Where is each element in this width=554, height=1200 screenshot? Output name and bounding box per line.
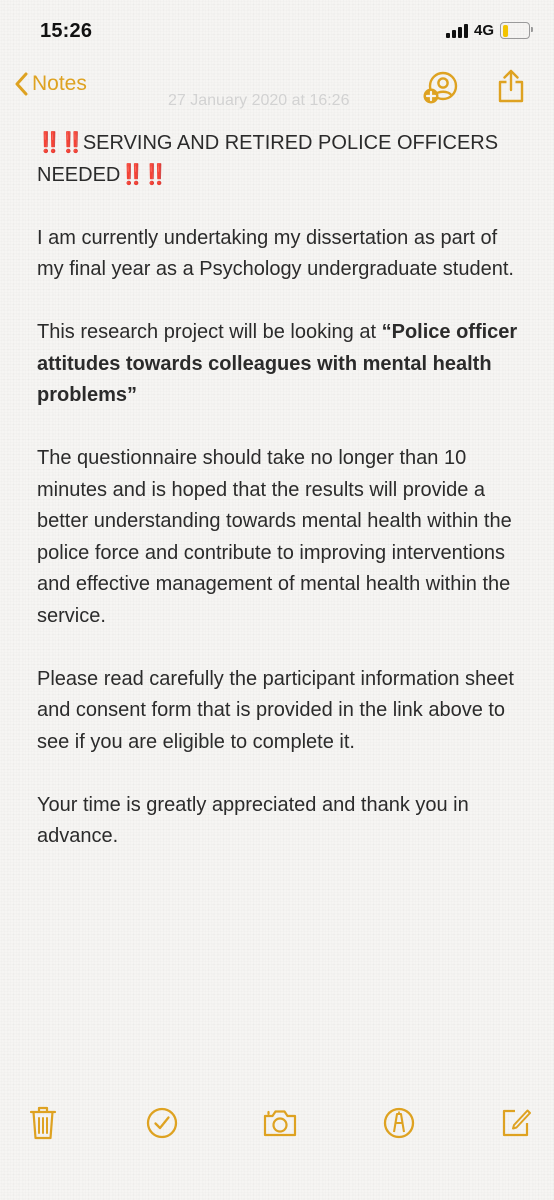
note-paragraph: Your time is greatly appreciated and thank you in advance. bbox=[37, 793, 469, 847]
status-bar bbox=[0, 0, 554, 62]
camera-button[interactable] bbox=[262, 1104, 298, 1147]
back-button[interactable] bbox=[14, 72, 87, 96]
share-icon bbox=[496, 68, 526, 104]
trash-icon bbox=[29, 1104, 57, 1142]
share-button[interactable] bbox=[496, 68, 526, 109]
paragraph-text: This research project will be looking at bbox=[37, 321, 382, 343]
add-person-button[interactable] bbox=[422, 70, 460, 111]
note-paragraph: Please read carefully the participant information sheet and consent form that is provided in the link above to see if you are eligible to complete it. bbox=[37, 667, 514, 753]
double-exclamation-icon: ‼️ bbox=[120, 163, 144, 186]
signal-icon bbox=[446, 24, 468, 38]
note-body[interactable] bbox=[37, 128, 527, 884]
compose-icon bbox=[500, 1104, 532, 1142]
camera-icon bbox=[262, 1104, 298, 1142]
double-exclamation-icon: ‼️ bbox=[37, 132, 60, 154]
chevron-left-icon bbox=[14, 72, 28, 96]
note-paragraph bbox=[37, 317, 527, 412]
checklist-button[interactable] bbox=[145, 1104, 179, 1147]
note-date: 27 January 2020 at 16:26 bbox=[168, 92, 350, 109]
status-indicators bbox=[446, 22, 530, 39]
note-paragraph: I am currently undertaking my dissertation as part of my final year as a Psychology undergraduate student. bbox=[37, 226, 514, 280]
compose-button[interactable] bbox=[500, 1104, 532, 1147]
double-exclamation-icon: ‼️ bbox=[59, 132, 83, 154]
study-title: “Police officer attitudes towards colleagues with mental health problems” bbox=[37, 321, 518, 406]
back-label: Notes bbox=[32, 72, 87, 95]
bottom-toolbar bbox=[0, 1104, 554, 1148]
delete-button[interactable] bbox=[29, 1104, 57, 1147]
note-title-text: SERVING AND RETIRED POLICE OFFICERS NEEDED bbox=[37, 132, 499, 186]
nav-bar bbox=[0, 62, 554, 118]
markup-button[interactable] bbox=[382, 1104, 416, 1147]
note-title bbox=[37, 128, 527, 191]
note-paragraph: The questionnaire should take no longer than 10 minutes and is hoped that the results will provide a better understanding towards mental health within the police force and contribute to improving interventions and effective management of mental health within the service. bbox=[37, 447, 512, 627]
battery-icon bbox=[500, 22, 530, 39]
network-label: 4G bbox=[473, 22, 494, 39]
status-time: 15:26 bbox=[40, 20, 93, 42]
double-exclamation-icon: ‼️ bbox=[143, 163, 167, 186]
add-person-icon bbox=[422, 70, 460, 106]
checklist-icon bbox=[145, 1104, 179, 1142]
markup-icon bbox=[382, 1104, 416, 1142]
battery-level bbox=[503, 25, 508, 37]
